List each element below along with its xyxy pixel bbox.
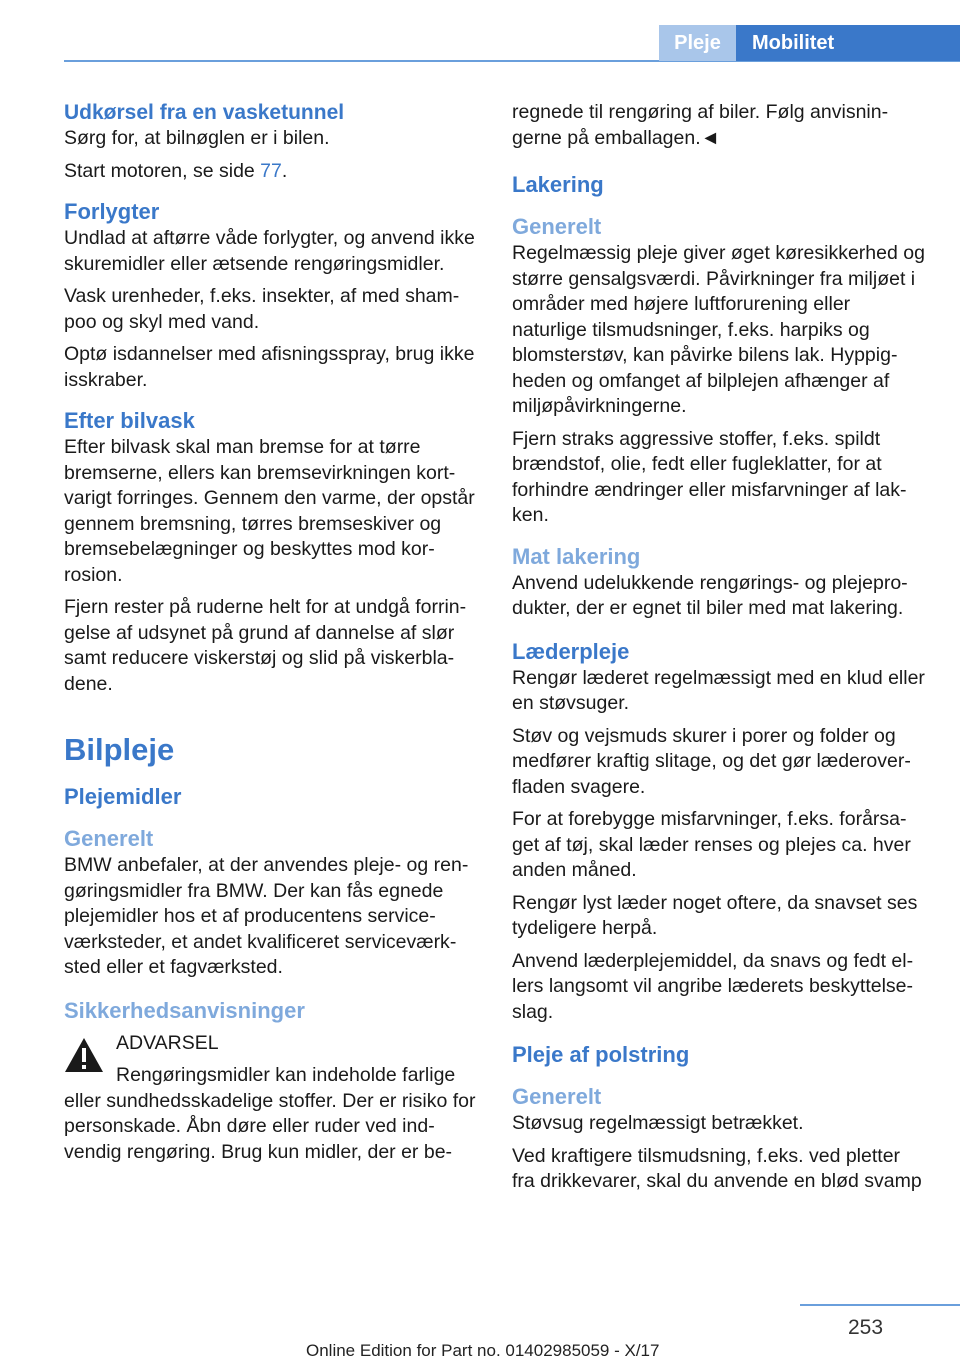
heading-general: Generelt bbox=[512, 1084, 602, 1109]
heading-general: Generelt bbox=[64, 826, 154, 851]
paragraph: Fjern straks aggressive stoffer, f.eks. spildt brændstof, olie, fedt eller fugleklatter, for at forhindre ændringer eller misfarvninger af lakken. bbox=[512, 427, 907, 526]
footer-rule bbox=[800, 1304, 960, 1306]
paragraph: Fjern rester på ruderne helt for at undgå forringelse af udsynet på grund af dannelse af slør samt reducere viskerstøj og slid på viskerbladene. bbox=[64, 596, 467, 695]
paragraph: Undlad at aftørre våde forlygter, og anvend ikke skuremidler eller ætsende rengøringsmidler. bbox=[64, 227, 475, 275]
chapter-title: Bilpleje bbox=[64, 732, 175, 767]
paragraph: Efter bilvask skal man bremse for at tørre bremserne, ellers kan bremsevirkningen kortvarigt forringes. Gennem den varme, der opstår gennem bremsning, tørres bremseskiver og bremsebelægninger og beskyttes mod korrosion. bbox=[64, 436, 475, 586]
paragraph: BMW anbefaler, at der anvendes pleje- og rengøringsmidler fra BMW. Der kan fås egnede plejemidler hos et af producentens serviceværksteder, et andet kvalificeret serviceværksted eller et fagværksted. bbox=[64, 854, 469, 978]
edition-note: Online Edition for Part no. 01402985059 - X/17 bbox=[306, 1341, 660, 1360]
paragraph: Rengør læderet regelmæssigt med en klud eller en støvsuger. bbox=[512, 666, 925, 714]
heading-after-wash: Efter bilvask bbox=[64, 408, 195, 433]
heading-safety: Sikkerhedsanvisninger bbox=[64, 997, 305, 1023]
page-reference-link[interactable]: 77 bbox=[260, 159, 282, 182]
heading-carwash-exit: Udkørsel fra en vasketunnel bbox=[64, 101, 345, 124]
right-column bbox=[512, 100, 926, 1202]
paragraph: Anvend udelukkende rengørings- og plejeprodukter, der er egnet til biler med mat lakering. bbox=[512, 571, 908, 619]
paragraph: Sørg for, at bilnøglen er i bilen. bbox=[64, 127, 330, 149]
page-number: 253 bbox=[848, 1316, 884, 1339]
heading-general: Generelt bbox=[512, 214, 602, 239]
paragraph: Støv og vejsmuds skurer i porer og folder og medfører kraftig slitage, og det gør læderoverfladen svagere. bbox=[512, 724, 911, 798]
heading-paint: Lakering bbox=[512, 172, 604, 197]
warning-title: ADVARSEL bbox=[116, 1031, 219, 1054]
paragraph: Rengør lyst læder noget oftere, da snavset ses tydeligere herpå. bbox=[512, 891, 918, 939]
warning-triangle-icon bbox=[64, 1037, 104, 1073]
warning-block bbox=[64, 1031, 478, 1166]
paragraph: For at forebygge misfarvninger, f.eks. forårsaget af tøj, skal læder renses og plejes ca. hver anden måned. bbox=[512, 808, 911, 881]
heading-care-products: Plejemidler bbox=[64, 784, 182, 809]
tab-mobilitet[interactable]: Mobilitet bbox=[736, 25, 960, 61]
paragraph: Støvsug regelmæssigt betrækket. bbox=[512, 1112, 804, 1134]
heading-headlights: Forlygter bbox=[64, 199, 160, 224]
heading-leather-care: Læderpleje bbox=[512, 638, 630, 664]
paragraph: Regelmæssig pleje giver øget køresikkerhed og større gensalgsværdi. Påvirkninger fra miljøet i områder med højere luftforurening eller naturlige tilsmudsninger, f.eks. harpiks og blomsterstøv, kan påvirke bilens lak. Hyppigheden og omfanget af bilplejen afhænger af miljøpåvirkningerne. bbox=[512, 242, 925, 417]
paragraph-text: Start motoren, se side bbox=[64, 159, 261, 182]
paragraph: Optø isdannelser med afisningsspray, brug ikke isskraber. bbox=[64, 343, 475, 391]
paragraph: Anvend læderplejemiddel, da snavs og fedt ellers langsomt vil angribe læderets beskyttelseslag. bbox=[512, 949, 914, 1023]
heading-upholstery: Pleje af polstring bbox=[512, 1042, 690, 1067]
heading-matte-paint: Mat lakering bbox=[512, 543, 641, 569]
tab-pleje[interactable]: Pleje bbox=[659, 25, 736, 61]
paragraph-with-link bbox=[64, 159, 478, 185]
warning-lead: Rengøringsmidler kan indeholde farlige bbox=[116, 1064, 456, 1086]
paragraph-end: . bbox=[281, 159, 288, 182]
paragraph: regnede til rengøring af biler. Følg anvisningerne på emballagen.◄ bbox=[512, 101, 889, 149]
paragraph: Ved kraftigere tilsmudsning, f.eks. ved pletter fra drikkevarer, skal du anvende en blød svamp bbox=[512, 1144, 922, 1192]
warning-text: eller sundhedsskadelige stoffer. Der er risiko for personskade. Åbn døre eller ruder ved indvendig rengøring. Brug kun midler, der er be- bbox=[64, 1089, 476, 1163]
paragraph: Vask urenheder, f.eks. insekter, af med shampoo og skyl med vand. bbox=[64, 285, 460, 333]
left-column bbox=[64, 100, 478, 1172]
